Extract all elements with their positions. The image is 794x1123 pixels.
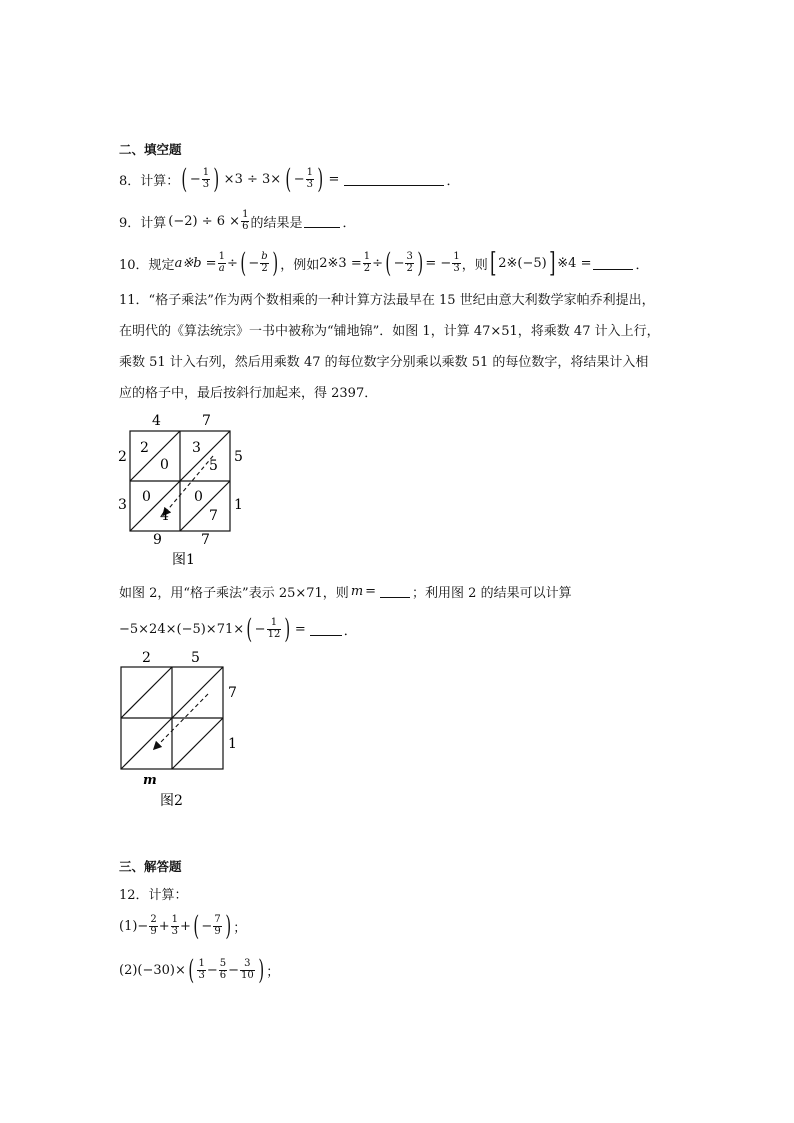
fig1-right-digit-1: 5: [234, 449, 243, 465]
fig2-right-digit-2: 1: [228, 736, 237, 752]
q8-number: 8．: [119, 173, 141, 189]
q10-fraction-2: $\frac{b}{2}$: [261, 251, 268, 274]
q11-m-answer-blank[interactable]: [380, 585, 410, 598]
question-11-text: [119, 285, 679, 409]
q11-line-3: 乘数 51 计入右列，然后用乘数 47 的每位数字分别乘以乘数 51 的每位数字，将结果计入相: [119, 355, 649, 370]
q10-end: ．: [635, 257, 649, 273]
q8-paren-2: ( − $\frac{1}{3}$ ): [285, 163, 324, 195]
q11-line-2: 在明代的《算法统宗》一书中被称为“铺地锦”．如图 1，计算 47×51，将乘数 47 计入上行，: [119, 324, 660, 339]
fig1-caption: 图1: [172, 552, 195, 568]
fig2-top-digit-1: 2: [142, 650, 151, 666]
q12-p2-paren: ( $\frac{1}{3}$ − $\frac{5}{6}$ − $\frac{3}{10}$ ): [188, 954, 264, 986]
question-10: [119, 248, 649, 278]
q10-example-pre: ，例如: [280, 257, 320, 273]
q8-answer-blank[interactable]: [344, 173, 444, 186]
q12-p1-label: (1)−: [119, 918, 149, 934]
q8-fraction-1: $\frac{1}{3}$: [202, 167, 210, 190]
q10-divide: ÷: [226, 255, 238, 271]
question-9: [119, 206, 355, 236]
fig2-caption: 图2: [160, 793, 183, 809]
question-8: [119, 164, 459, 194]
q12-p1-plus-2: +: [179, 918, 191, 934]
q10-fraction-1: $\frac{1}{a}$: [218, 251, 225, 274]
q9-number: 9．: [119, 215, 141, 231]
lattice-figure-2: [110, 648, 270, 813]
fig1-cell-4-upper: 0: [194, 489, 203, 505]
q11-expression-answer-blank[interactable]: [310, 623, 342, 636]
fig2-bottom-m: m: [143, 773, 157, 788]
q11-line-1: 11．“格子乘法”作为两个数相乘的一种计算方法最早在 15 世纪由意大利数学家帕乔利提出，: [119, 293, 655, 308]
q10-paren-1: ( − $\frac{b}{2}$ ): [240, 247, 278, 279]
q12-p1-fraction-2: $\frac{1}{3}$: [171, 914, 178, 937]
fig2-diagonal-arrow: [156, 694, 208, 747]
fig1-cell-1-lower: 0: [160, 457, 169, 473]
fig2-grid: [121, 667, 223, 769]
q11-fig2-intro-pre: 如图 2，用“格子乘法”表示 25×71，则: [119, 585, 349, 601]
q10-after: ※4 =: [557, 255, 592, 271]
fig1-top-digit-2: 7: [202, 413, 211, 429]
q11-fig2-intro: [119, 580, 572, 602]
q12-part-2: [119, 954, 279, 986]
q11-expression-end: ．: [343, 623, 357, 639]
q12-p1-plus: +: [158, 918, 170, 934]
q12-p1-fraction-3: $\frac{7}{9}$: [214, 914, 221, 937]
q12-p1-fraction-1: $\frac{2}{9}$: [150, 914, 157, 937]
fig1-top-digit-1: 4: [152, 413, 161, 429]
fig1-right-digit-2: 1: [234, 497, 243, 513]
q12-p2-fraction-1: $\frac{1}{3}$: [198, 958, 205, 981]
fig1-bottom-digit-2: 7: [201, 532, 210, 548]
q11-expression-text: −5×24×(−5)×71×: [119, 621, 245, 637]
fig1-left-digit-1: 2: [118, 449, 127, 465]
q9-end: ．: [342, 215, 356, 231]
q10-number: 10．: [119, 257, 149, 273]
fig2-top-digit-2: 5: [191, 650, 200, 666]
q12-p1-end: ；: [233, 920, 247, 936]
q9-post: 的结果是: [250, 215, 303, 231]
q10-answer-blank[interactable]: [593, 257, 633, 270]
q8-fraction-2: $\frac{1}{3}$: [306, 167, 313, 190]
q11-line-4: 应的格子中，最后按斜行加起来，得 2397．: [119, 386, 378, 401]
fig2-right-digit-1: 7: [228, 685, 237, 701]
q10-fraction-3: $\frac{1}{2}$: [363, 251, 371, 274]
q10-label: 规定: [148, 257, 175, 273]
q11-expression: [119, 614, 357, 644]
q10-operation: a※b =: [174, 255, 217, 271]
q12-part-1: [119, 910, 246, 942]
q12-p2-end: ；: [266, 964, 280, 980]
q9-fraction: $\frac{1}{6}$: [242, 209, 249, 232]
q10-then: ，则: [461, 257, 488, 273]
q9-pre: 计算: [140, 215, 167, 231]
q8-middle: ×3 ÷ 3×: [223, 171, 282, 187]
q8-end: ．: [446, 173, 460, 189]
fig1-cell-1-upper: 2: [140, 440, 149, 456]
q10-fraction-5: $\frac{1}{3}$: [453, 251, 460, 274]
fig1-cell-2-lower: 5: [209, 458, 218, 474]
q8-prefix: 计算：: [140, 173, 180, 189]
q9-expression: (−2) ÷ 6 ×: [168, 213, 241, 229]
q9-answer-blank[interactable]: [304, 215, 340, 228]
q10-equals: = −: [425, 255, 452, 271]
lattice-figure-1: [110, 408, 260, 578]
section-title-solve: 三、解答题: [119, 859, 182, 874]
q8-equals: =: [328, 171, 340, 187]
fig1-cell-4-lower: 7: [209, 508, 218, 524]
q10-inner: 2※(−5): [498, 255, 547, 271]
q10-bracket: [ 2※(−5) ]: [489, 247, 556, 279]
q11-expression-eq: =: [294, 621, 306, 637]
q10-divide-2: ÷: [372, 255, 384, 271]
q12-p2-label: (2)(−30)×: [119, 962, 186, 978]
q10-fraction-4: $\frac{3}{2}$: [406, 251, 413, 274]
q11-fig2-intro-post: ；利用图 2 的结果可以计算: [412, 585, 572, 601]
section-title-fill-blank: 二、填空题: [119, 142, 182, 157]
q10-example: 2※3 =: [319, 255, 362, 271]
fig1-cell-3-lower: 4: [160, 508, 169, 524]
fig1-left-digit-2: 3: [118, 497, 127, 513]
q12-p1-paren: ( − $\frac{7}{9}$ ): [193, 910, 231, 942]
q11-fig2-intro-eq: =: [365, 583, 377, 599]
q11-expression-paren: ( − $\frac{1}{12}$ ): [246, 613, 291, 645]
q12-p2-fraction-2: $\frac{5}{6}$: [219, 958, 227, 981]
q12-title: 12．计算：: [119, 888, 188, 903]
q12-p2-fraction-3: $\frac{3}{10}$: [241, 958, 254, 981]
fig1-cell-2-upper: 3: [192, 440, 201, 456]
fig1-bottom-digit-1: 9: [153, 532, 162, 548]
q11-expression-fraction: $\frac{1}{12}$: [267, 617, 281, 640]
q11-m-variable: m: [350, 583, 364, 599]
q8-paren-1: ( − $\frac{1}{3}$ ): [181, 163, 220, 195]
q10-paren-2: ( − $\frac{3}{2}$ ): [385, 247, 424, 279]
fig1-cell-3-upper: 0: [142, 489, 151, 505]
